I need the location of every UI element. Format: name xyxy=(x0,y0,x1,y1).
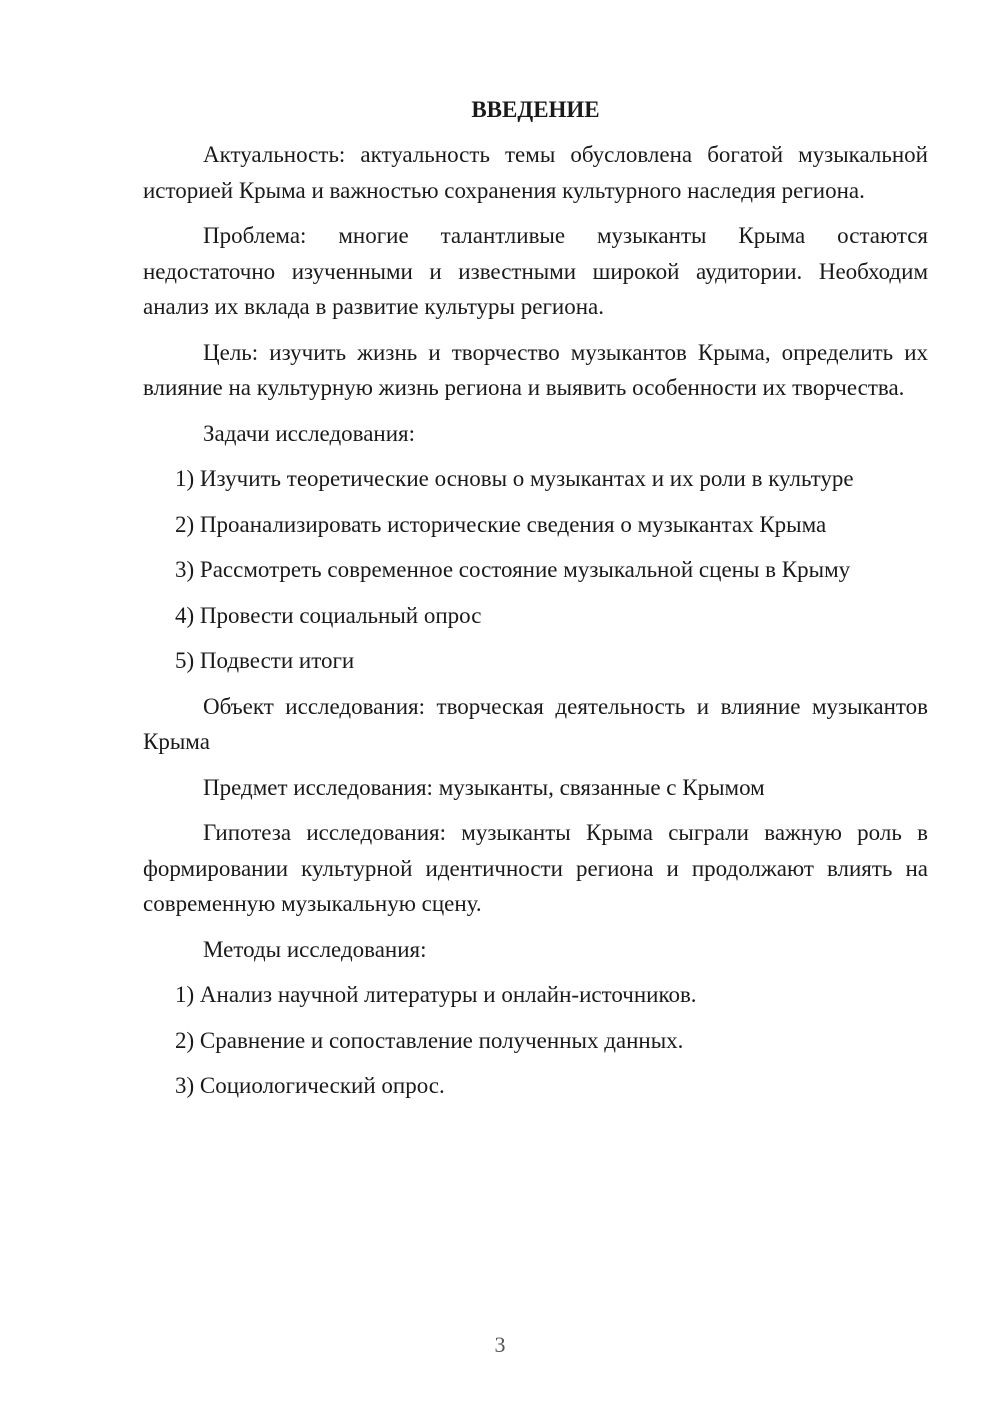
relevance-paragraph: Актуальность: актуальность темы обусловлена богатой музыкальной историей Крыма и важностью сохранения культурного наследия региона. xyxy=(143,142,928,203)
object-paragraph: Объект исследования: творческая деятельность и влияние музыкантов Крыма xyxy=(143,693,928,754)
method-item: 1) Анализ научной литературы и онлайн-источников. xyxy=(175,982,697,1007)
method-item: 3) Социологический опрос. xyxy=(175,1073,445,1098)
task-item: 2) Проанализировать исторические сведения о музыкантах Крыма xyxy=(175,511,827,537)
tasks-heading: Задачи исследования: xyxy=(203,420,416,446)
methods-heading: Методы исследования: xyxy=(203,936,427,962)
document-title: ВВЕДЕНИЕ xyxy=(471,97,600,122)
document-body xyxy=(143,92,928,1114)
page-number: 3 xyxy=(494,1332,506,1357)
task-item: 3) Рассмотреть современное состояние музыкальной сцены в Крыму xyxy=(175,557,851,582)
task-item: 4) Провести социальный опрос xyxy=(175,602,482,628)
method-item: 2) Сравнение и сопоставление полученных данных. xyxy=(175,1027,684,1053)
hypothesis-paragraph: Гипотеза исследования: музыканты Крыма сыграли важную роль в формировании культурной идентичности региона и продолжают влиять на современную музыкальную сцену. xyxy=(143,820,928,916)
problem-paragraph: Проблема: многие талантливые музыканты Крыма остаются недостаточно изученными и известными широкой аудитории. Необходим анализ их вклада в развитие культуры региона. xyxy=(143,223,928,319)
task-item: 5) Подвести итоги xyxy=(175,648,355,673)
goal-paragraph: Цель: изучить жизнь и творчество музыкантов Крыма, определить их влияние на культурную жизнь региона и выявить особенности их творчества. xyxy=(143,339,928,400)
subject-paragraph: Предмет исследования: музыканты, связанные с Крымом xyxy=(203,774,765,800)
task-item: 1) Изучить теоретические основы о музыкантах и их роли в культуре xyxy=(175,466,854,491)
